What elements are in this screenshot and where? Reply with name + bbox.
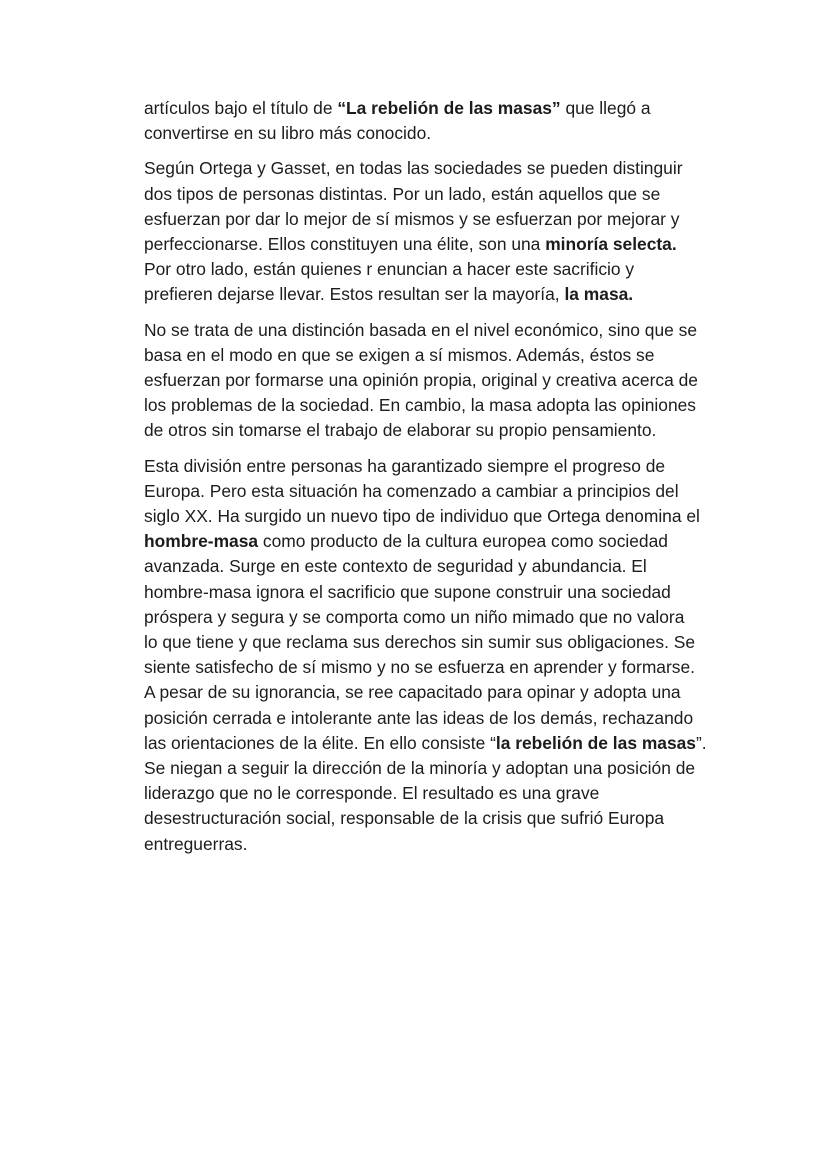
text-segment: Se niegan a seguir la dirección de la minoría y adoptan una posición de — [144, 758, 696, 779]
text-line — [144, 257, 724, 282]
text-line — [144, 368, 724, 393]
text-line — [144, 832, 724, 857]
text-line — [144, 418, 724, 443]
text-line — [144, 806, 724, 831]
text-line — [144, 207, 724, 232]
text-segment: de otros sin tomarse el trabajo de elaborar su propio pensamiento. — [144, 420, 657, 441]
document-page — [144, 96, 724, 867]
text-segment: A pesar de su ignorancia, se ree capacitado para opinar y adopta una — [144, 682, 681, 703]
bold-text: minoría selecta. — [545, 234, 677, 255]
text-segment: ”. — [695, 732, 707, 753]
text-segment: perfeccionarse. Ellos constituyen una élite, son una — [144, 234, 546, 255]
text-segment: No se trata de una distinción basada en el nivel económico, sino que se — [144, 319, 697, 340]
text-line — [144, 343, 724, 368]
paragraph — [144, 318, 724, 444]
text-segment: prefieren dejarse llevar. Estos resultan ser la mayoría, — [144, 284, 565, 305]
text-segment: las orientaciones de la élite. En ello consiste “ — [144, 732, 496, 753]
text-line — [144, 756, 724, 781]
text-segment: que llegó a — [560, 98, 651, 118]
text-line — [144, 393, 724, 418]
text-line — [144, 706, 724, 731]
text-line — [144, 121, 724, 146]
text-line — [144, 781, 724, 806]
text-line — [144, 504, 724, 529]
text-segment: hombre-masa ignora el sacrificio que supone construir una sociedad — [144, 581, 671, 602]
bold-text: la masa. — [564, 284, 634, 305]
text-line — [144, 630, 724, 655]
text-line — [144, 156, 724, 181]
paragraph — [144, 454, 724, 857]
text-line — [144, 655, 724, 680]
text-segment: próspera y segura y se comporta como un niño mimado que no valora — [144, 606, 685, 627]
text-line — [144, 96, 724, 121]
text-segment: lo que tiene y que reclama sus derechos sin sumir sus obligaciones. Se — [144, 632, 695, 653]
text-segment: Por otro lado, están quienes r enuncian a hacer este sacrificio y — [144, 259, 635, 280]
text-line — [144, 232, 724, 257]
text-segment: siglo XX. Ha surgido un nuevo tipo de individuo que Ortega denomina el — [144, 506, 700, 527]
text-line — [144, 529, 724, 554]
text-segment: los problemas de la sociedad. En cambio, la masa adopta las opiniones — [144, 395, 696, 416]
text-line — [144, 554, 724, 579]
text-line — [144, 479, 724, 504]
text-segment: esfuerzan por formarse una opinión propia, original y creativa acerca de — [144, 370, 698, 391]
text-segment: Europa. Pero esta situación ha comenzado a cambiar a principios del — [144, 480, 679, 501]
bold-text: la rebelión de las masas — [495, 732, 696, 753]
paragraph — [144, 156, 724, 307]
text-segment: dos tipos de personas distintas. Por un lado, están aquellos que se — [144, 183, 661, 204]
text-segment: entreguerras. — [144, 833, 248, 854]
text-line — [144, 731, 724, 756]
text-segment: convertirse en su libro más conocido. — [144, 123, 432, 144]
text-line — [144, 580, 724, 605]
text-segment: siente satisfecho de sí mismo y no se esfuerza en aprender y formarse. — [144, 657, 695, 678]
text-segment: artículos bajo el título de — [144, 98, 338, 118]
text-line — [144, 605, 724, 630]
text-segment: Según Ortega y Gasset, en todas las sociedades se pueden distinguir — [144, 158, 683, 179]
text-line — [144, 680, 724, 705]
text-segment: basa en el modo en que se exigen a sí mismos. Además, éstos se — [144, 344, 655, 365]
text-segment: esfuerzan por dar lo mejor de sí mismos y se esfuerzan por mejorar y — [144, 208, 680, 229]
text-line — [144, 318, 724, 343]
text-segment: liderazgo que no le corresponde. El resultado es una grave — [144, 783, 600, 804]
text-line — [144, 454, 724, 479]
text-segment: como producto de la cultura europea como sociedad — [258, 531, 668, 552]
text-segment: desestructuración social, responsable de la crisis que sufrió Europa — [144, 808, 665, 829]
bold-text: “La rebelión de las masas” — [337, 98, 561, 118]
text-segment: posición cerrada e intolerante ante las ideas de los demás, rechazando — [144, 707, 694, 728]
paragraph — [144, 96, 724, 146]
bold-text: hombre-masa — [144, 531, 259, 552]
text-segment: avanzada. Surge en este contexto de seguridad y abundancia. El — [144, 556, 647, 577]
text-segment: Esta división entre personas ha garantizado siempre el progreso de — [144, 455, 666, 476]
text-line — [144, 182, 724, 207]
text-line — [144, 282, 724, 307]
